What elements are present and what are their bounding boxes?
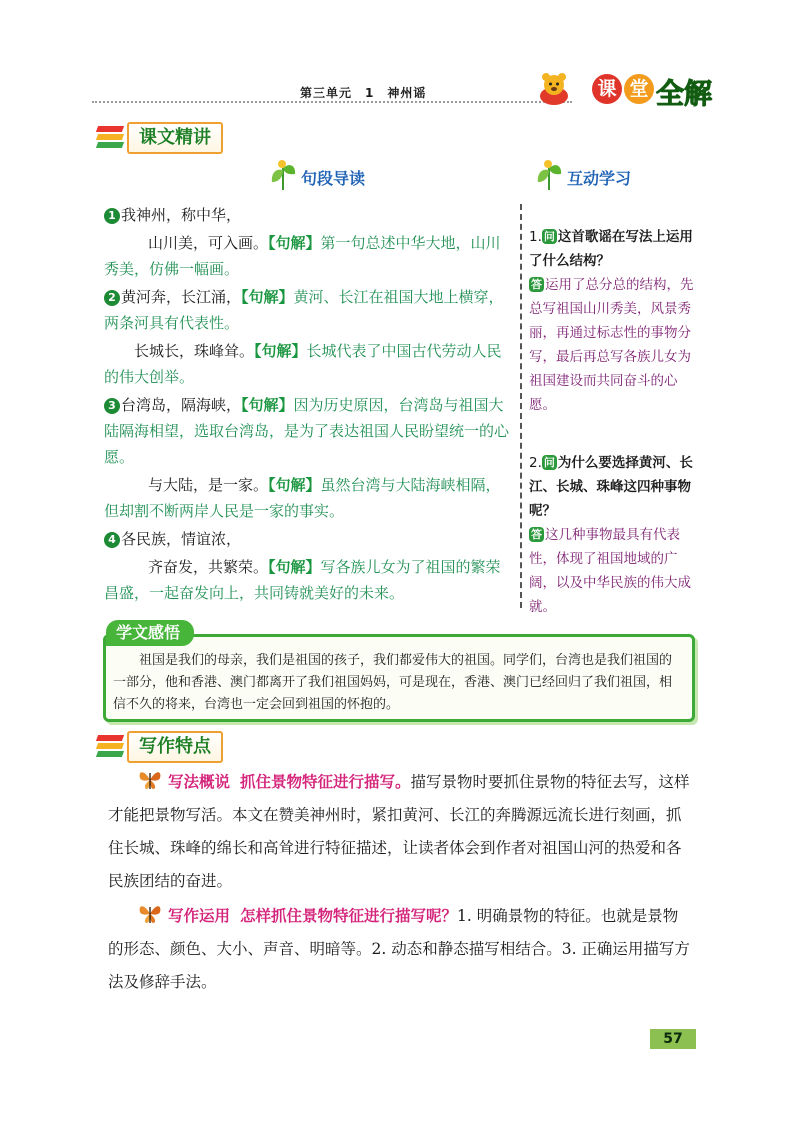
- bear-mascot-icon: [536, 70, 572, 106]
- column-divider: [520, 204, 522, 608]
- poem-line-with-explanation: 3 台湾岛，隔海峡，【句解】因为历史原因，台湾岛与祖国大陆隔海相望，选取台湾岛，是为了表达祖国人民盼望统一的心愿。: [104, 396, 510, 466]
- insight-text: 祖国是我们的母亲，我们是祖国的孩子，我们都爱伟大的祖国。同学们，台湾也是我们祖国的一部分，他和香港、澳门都离开了我们祖国妈妈，可是现在，香港、澳门已经回归了我们祖国，相信不久的将来，台湾也一定会回到祖国的怀抱的。: [113, 653, 673, 712]
- poem-line: 4 各民族，情谊浓，: [104, 526, 512, 552]
- section-number-badge: 1: [104, 208, 120, 224]
- brand-char-ke: 课: [592, 74, 622, 104]
- poem-line-with-explanation: 长城长，珠峰耸。【句解】长城代表了中国古代劳动人民的伟大创举。: [104, 342, 502, 386]
- butterfly-icon: [138, 903, 162, 925]
- header-dotted-rule: [92, 101, 572, 103]
- insight-tag: 学文感悟: [106, 620, 194, 646]
- butterfly-icon: [138, 769, 162, 791]
- section-title: 课文精讲: [127, 122, 223, 154]
- question: 2. 问 为什么要选择黄河、长江、长城、珠峰这四种事物呢？: [529, 455, 693, 519]
- question-badge-icon: 问: [543, 230, 555, 243]
- section-number-badge: 2: [104, 290, 120, 306]
- question-badge-icon: 问: [543, 456, 555, 469]
- section-number-badge: 4: [104, 532, 120, 548]
- heading-bars-icon: [97, 126, 123, 148]
- section-number-badge: 3: [104, 398, 120, 414]
- poem-line-with-explanation: 山川美，可入画。【句解】第一句总述中华大地，山川秀美，仿佛一幅画。: [104, 234, 501, 278]
- answer: 答 这几种事物最具有代表性，体现了祖国地域的广阔，以及中华民族的伟大成就。: [529, 527, 691, 615]
- question: 1. 问 这首歌谣在写法上运用了什么结构？: [529, 229, 693, 269]
- poem-line-with-explanation: 齐奋发，共繁荣。【句解】写各族儿女为了祖国的繁荣昌盛，一起奋发向上，共同铸就美好的未来。: [104, 558, 501, 602]
- poem-line-with-explanation: 与大陆，是一家。【句解】虽然台湾与大陆海峡相隔，但却割不断两岸人民是一家的事实。: [104, 476, 501, 520]
- brand-logo: [536, 68, 726, 108]
- page-number: 57: [650, 1029, 696, 1049]
- qa-column: [529, 225, 699, 619]
- brand-char-tang: 堂: [624, 74, 654, 104]
- heading-bars-icon: [97, 735, 123, 757]
- poem-analysis: [104, 202, 512, 608]
- running-header-title: 第三单元 1 神州谣: [300, 86, 427, 100]
- leaf-icon: [268, 158, 298, 192]
- answer-badge-icon: 答: [531, 528, 542, 541]
- answer: 答 运用了总分总的结构，先总写祖国山川秀美，风景秀丽，再通过标志性的事物分写，最后再总写各族儿女为祖国建设而共同奋斗的心愿。: [529, 277, 694, 413]
- answer-badge-icon: 答: [531, 278, 542, 291]
- brand-char-quan-jie: 全解: [656, 77, 713, 110]
- leaf-icon: [534, 158, 564, 192]
- section-title: 写作特点: [127, 731, 223, 763]
- writing-paragraph: 写作运用 怎样抓住景物特征进行描写呢？1. 明确景物的特征。也就是景物的形态、颜色、大小、声音、明暗等。2. 动态和静态描写相结合。3. 正确运用描写方法及修辞手法。: [108, 900, 690, 999]
- poem-line-with-explanation: 2 黄河奔，长江涌，【句解】黄河、长江在祖国大地上横穿，两条河具有代表性。: [104, 288, 504, 332]
- poem-line: 1 我神州，称中华，: [104, 202, 512, 228]
- writing-paragraph: 写法概说 抓住景物特征进行描写。描写景物时要抓住景物的特征去写，这样才能把景物写活。本文在赞美神州时，紧扣黄河、长江的奔腾源远流长进行刻画，抓住长城、珠峰的绵长和高耸进行特征描述，让读者体会到作者对祖国山河的热爱和各民族团结的奋进。: [108, 766, 690, 898]
